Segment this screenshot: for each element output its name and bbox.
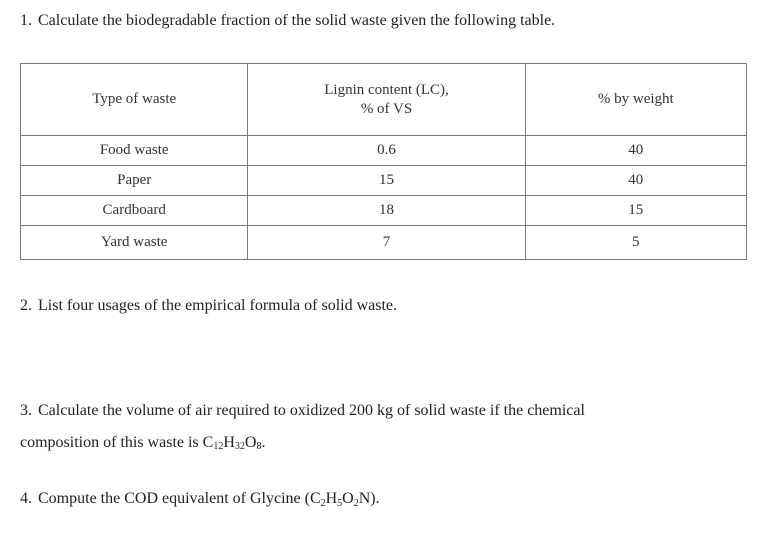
question-number: 1. (20, 12, 32, 29)
question-line-2 (20, 427, 585, 461)
header-percent-by-weight: % by weight (525, 64, 746, 136)
question-number: 3. (20, 402, 32, 419)
cell-weight: 40 (525, 166, 746, 196)
glycine-formula: $C_2H_5O_2N$ (309, 490, 371, 509)
cell-lignin: 0.6 (248, 136, 525, 166)
header-lignin-content (248, 64, 525, 136)
header-lignin-line2: % of VS (360, 100, 413, 117)
question-number: 2. (20, 297, 32, 314)
cell-type: Cardboard (21, 196, 248, 226)
question-4 (20, 489, 380, 509)
question-text: List four usages of the empirical formula of solid waste. (38, 297, 398, 314)
cell-weight: 40 (525, 136, 746, 166)
cell-lignin: 15 (248, 166, 525, 196)
cell-lignin: 7 (248, 226, 525, 260)
table-row (21, 226, 747, 260)
cell-weight: 15 (525, 196, 746, 226)
question-text: Calculate the volume of air required to oxidized 200 kg of solid waste if the chemical (38, 402, 585, 419)
cell-lignin: 18 (248, 196, 525, 226)
table-row (21, 136, 747, 166)
table-header-row (21, 64, 747, 136)
cell-type: Food waste (21, 136, 248, 166)
table-row (21, 196, 747, 226)
cell-weight: 5 (525, 226, 746, 260)
question-text: Calculate the biodegradable fraction of the solid waste given the following table. (38, 12, 556, 29)
chemical-formula: C12H32O8. (202, 434, 266, 452)
cell-type: Yard waste (21, 226, 248, 260)
header-type-of-waste: Type of waste (21, 64, 248, 136)
question-text-end: ). (370, 490, 380, 507)
cell-type: Paper (21, 166, 248, 196)
question-2 (20, 296, 397, 316)
question-line-1 (20, 395, 585, 427)
question-3 (20, 395, 585, 461)
question-text: Compute the COD equivalent of Glycine ( (38, 490, 310, 507)
table-row (21, 166, 747, 196)
waste-table (20, 63, 747, 260)
question-text-continued: composition of this waste is (20, 434, 203, 451)
header-lignin-line1: Lignin content (LC), (324, 81, 449, 98)
question-number: 4. (20, 490, 32, 507)
question-1 (20, 11, 555, 31)
